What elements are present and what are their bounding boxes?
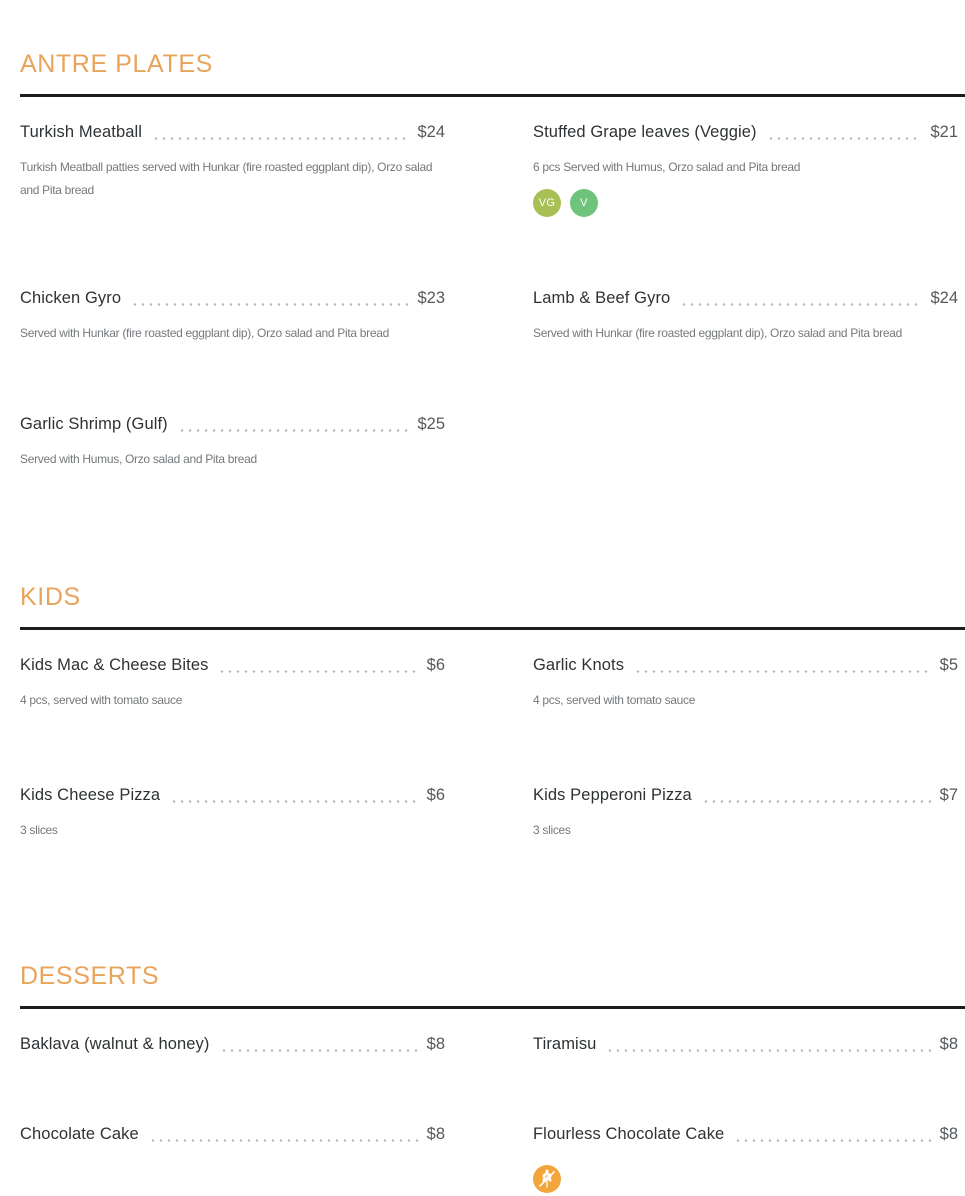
item-name: Kids Mac & Cheese Bites: [20, 656, 209, 674]
item-name: Tiramisu: [533, 1035, 597, 1053]
item-title-row: [20, 121, 445, 143]
section-items: [20, 1033, 965, 1193]
vegetarian-badge-icon: V: [570, 189, 598, 217]
dot-leader: [702, 800, 932, 803]
item-name: Chocolate Cake: [20, 1125, 139, 1143]
item-price: $21: [930, 123, 958, 141]
menu-item: [20, 1033, 445, 1123]
item-price: $25: [417, 415, 445, 433]
item-description: 3 slices: [20, 823, 58, 837]
item-description: 4 pcs, served with tomato sauce: [20, 693, 183, 707]
section-desserts: [20, 960, 965, 1193]
item-name: Stuffed Grape leaves (Veggie): [533, 123, 757, 141]
item-description: Served with Hunkar (fire roasted eggplant dip), Orzo salad and Pita bread: [20, 326, 389, 340]
item-title-row: [533, 121, 958, 143]
vegan-badge-icon: VG: [533, 189, 561, 217]
item-price: $6: [426, 656, 445, 674]
dot-leader: [152, 137, 409, 140]
item-name: Flourless Chocolate Cake: [533, 1125, 725, 1143]
item-name: Kids Pepperoni Pizza: [533, 786, 692, 804]
dot-leader: [178, 429, 410, 432]
dietary-badges: [533, 1165, 958, 1193]
item-title-row: [533, 287, 958, 309]
item-title-row: [20, 413, 445, 435]
menu-item: [533, 1033, 958, 1123]
item-title-row: [20, 1123, 445, 1145]
section-divider: [20, 94, 965, 97]
item-title-row: [20, 654, 445, 676]
section-divider: [20, 1006, 965, 1009]
item-name: Baklava (walnut & honey): [20, 1035, 210, 1053]
item-title-row: [20, 287, 445, 309]
dot-leader: [149, 1139, 419, 1142]
item-name: Garlic Knots: [533, 656, 625, 674]
menu-item: [20, 784, 445, 842]
item-name: Kids Cheese Pizza: [20, 786, 161, 804]
item-price: $24: [930, 289, 958, 307]
dot-leader: [131, 303, 409, 306]
dot-leader: [680, 303, 922, 306]
item-title-row: [533, 1033, 958, 1055]
item-description: Turkish Meatball patties served with Hunkar (fire roasted eggplant dip), Orzo salad and Pita bread: [20, 160, 433, 197]
menu-item: [20, 413, 445, 471]
menu-item: [533, 287, 958, 413]
item-name: Garlic Shrimp (Gulf): [20, 415, 168, 433]
section-items: [20, 121, 965, 471]
menu-item: [533, 654, 958, 784]
section-antre-plates: [20, 48, 965, 471]
item-description: 3 slices: [533, 823, 571, 837]
section-items: [20, 654, 965, 842]
item-name: Turkish Meatball: [20, 123, 143, 141]
menu-item: [20, 287, 445, 413]
gluten-free-badge-icon: [533, 1165, 561, 1193]
dot-leader: [606, 1049, 931, 1052]
dot-leader: [767, 137, 923, 140]
section-kids: [20, 581, 965, 842]
menu-item: [20, 654, 445, 784]
dot-leader: [218, 670, 418, 673]
dot-leader: [220, 1049, 419, 1052]
dietary-badges: [533, 189, 958, 217]
item-price: $6: [426, 786, 445, 804]
menu-item: [533, 121, 958, 287]
item-title-row: [20, 784, 445, 806]
item-title-row: [533, 654, 958, 676]
item-description: 4 pcs, served with tomato sauce: [533, 693, 696, 707]
menu-item: [533, 784, 958, 842]
dot-leader: [634, 670, 932, 673]
item-price: $24: [417, 123, 445, 141]
menu-item: [533, 1123, 958, 1193]
section-title: ANTRE PLATES: [20, 50, 213, 78]
item-price: $5: [939, 656, 958, 674]
item-price: $8: [426, 1035, 445, 1053]
item-title-row: [533, 784, 958, 806]
dot-leader: [734, 1139, 931, 1142]
menu-item: [20, 121, 445, 287]
item-description: Served with Hunkar (fire roasted eggplant dip), Orzo salad and Pita bread: [533, 326, 902, 340]
item-title-row: [20, 1033, 445, 1055]
item-title-row: [533, 1123, 958, 1145]
section-title: DESSERTS: [20, 962, 160, 990]
item-price: $8: [426, 1125, 445, 1143]
section-title: KIDS: [20, 583, 81, 611]
item-price: $23: [417, 289, 445, 307]
menu-item: [20, 1123, 445, 1193]
item-price: $8: [939, 1035, 958, 1053]
item-description: 6 pcs Served with Humus, Orzo salad and Pita bread: [533, 160, 801, 174]
item-name: Lamb & Beef Gyro: [533, 289, 671, 307]
item-description: Served with Humus, Orzo salad and Pita bread: [20, 452, 257, 466]
item-name: Chicken Gyro: [20, 289, 122, 307]
section-divider: [20, 627, 965, 630]
dot-leader: [170, 800, 418, 803]
item-price: $7: [939, 786, 958, 804]
item-price: $8: [939, 1125, 958, 1143]
